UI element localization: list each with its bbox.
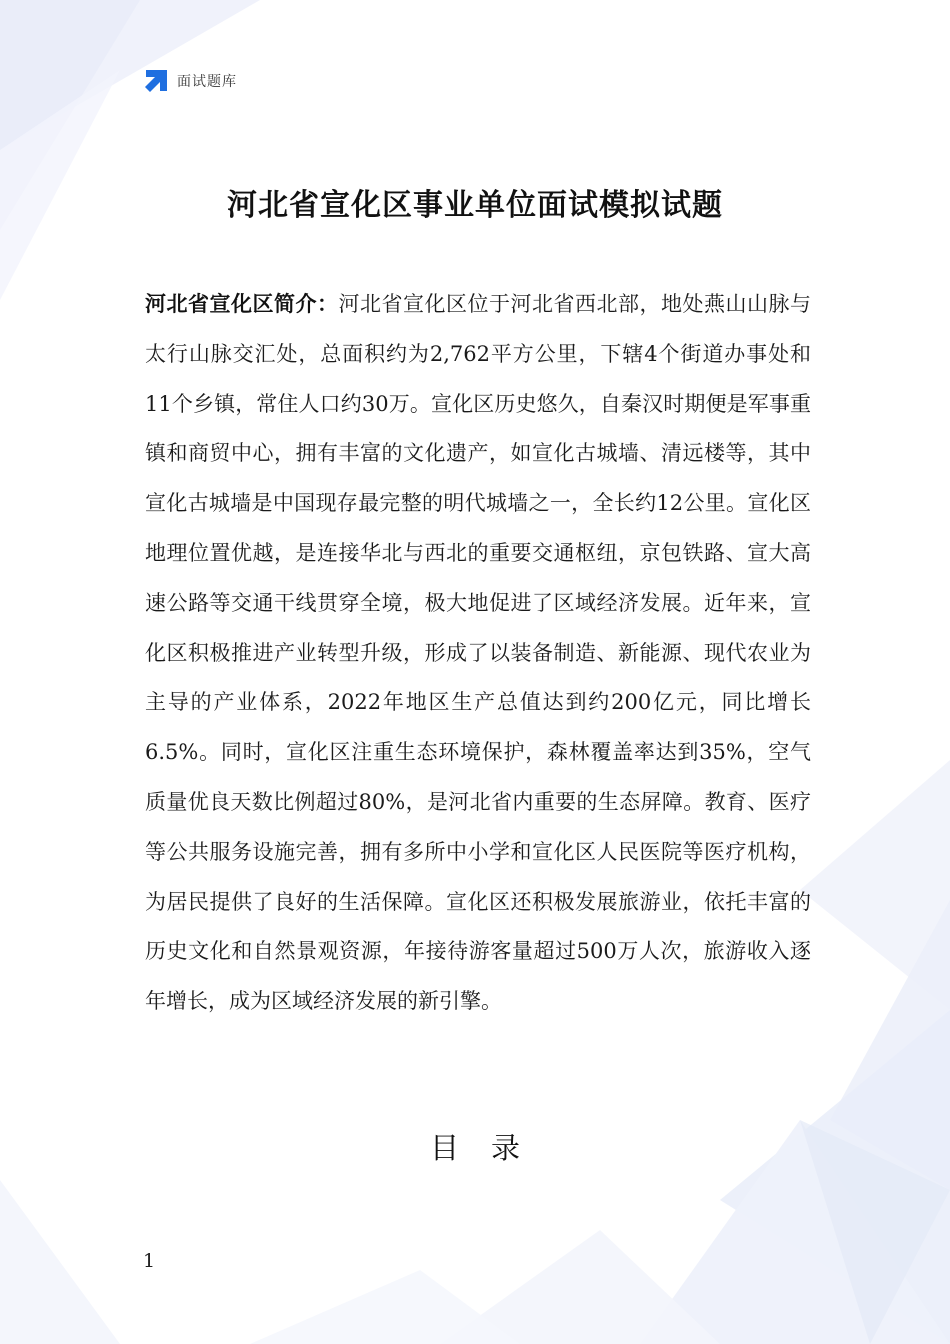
intro-text: 河北省宣化区位于河北省西北部，地处燕山山脉与太行山脉交汇处，总面积约为2,762平方公里，下辖4个街道办事处和11个乡镇，常住人口约30万。宣化区历史悠久，自秦汉时期便是军事重镇和商贸中心，拥有丰富的文化遗产，如宣化古城墙、清远楼等，其中宣化古城墙是中国现存最完整的明代城墙之一，全长约12公里。宣化区地理位置优越，是连接华北与西北的重要交通枢纽，京包铁路、宣大高速公路等交通干线贯穿全境，极大地促进了区域经济发展。近年来，宣化区积极推进产业转型升级，形成了以装备制造、新能源、现代农业为主导的产业体系，2022年地区生产总值达到约200亿元，同比增长6.5%。同时，宣化区注重生态环境保护，森林覆盖率达到35%，空气质量优良天数比例超过80%，是河北省内重要的生态屏障。教育、医疗等公共服务设施完善，拥有多所中小学和宣化区人民医院等医疗机构，为居民提供了良好的生活保障。宣化区还积极发展旅游业，依托丰富的历史文化和自然景观资源，年接待游客量超过500万人次，旅游收入逐年增长，成为区域经济发展的新引擎。 bbox=[145, 292, 811, 1014]
brand-header bbox=[143, 68, 237, 94]
table-of-contents-heading: 目录 bbox=[429, 1131, 552, 1165]
brand-name: 面试题库 bbox=[177, 74, 237, 90]
page-number: 1 bbox=[143, 1250, 156, 1272]
page-title: 河北省宣化区事业单位面试模拟试题 bbox=[227, 188, 723, 223]
arrow-up-right-logo-icon bbox=[143, 68, 169, 94]
intro-label: 河北省宣化区简介： bbox=[145, 292, 339, 316]
intro-paragraph bbox=[145, 280, 811, 1027]
